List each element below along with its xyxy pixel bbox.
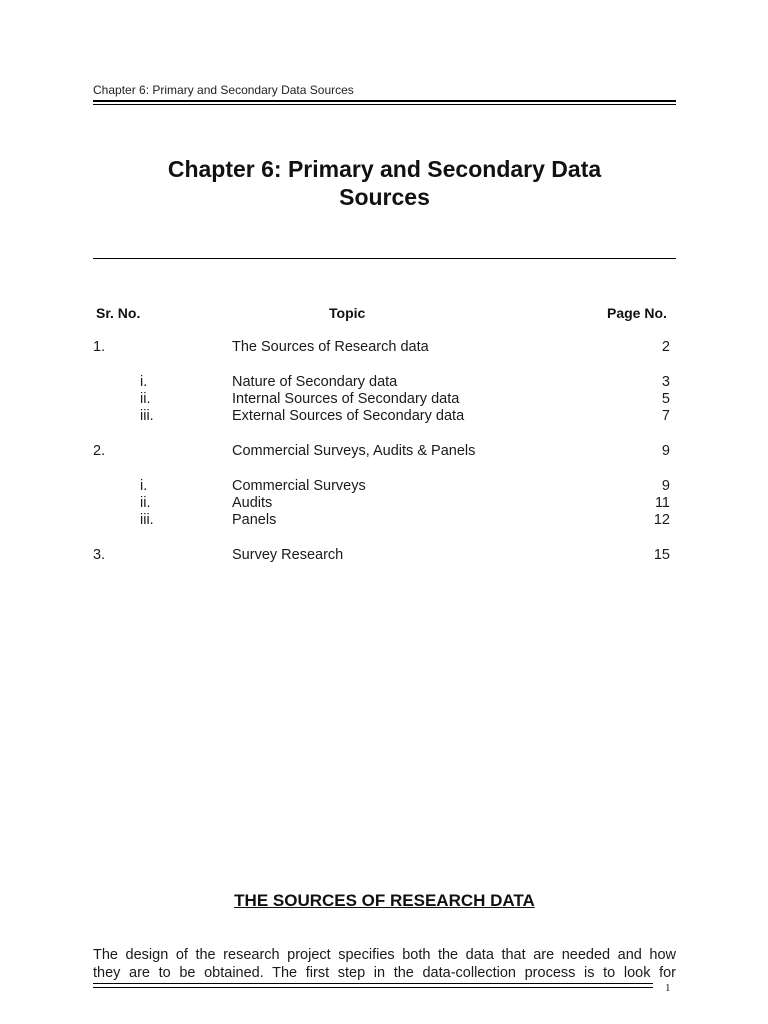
toc-topic: Survey Research xyxy=(232,547,344,563)
chapter-title xyxy=(93,155,676,211)
toc-number: i. xyxy=(140,478,148,494)
toc-row xyxy=(0,391,768,409)
toc-header-srno: Sr. No. xyxy=(96,305,141,321)
toc-page: 11 xyxy=(654,495,670,511)
toc-topic: Panels xyxy=(232,512,277,528)
toc-number: iii. xyxy=(140,408,154,424)
running-header: Chapter 6: Primary and Secondary Data Sources xyxy=(93,83,354,97)
toc-row xyxy=(0,547,768,565)
toc-page: 9 xyxy=(661,478,670,494)
toc-row xyxy=(0,339,768,357)
toc-number: 1. xyxy=(93,339,106,355)
toc-topic: Internal Sources of Secondary data xyxy=(232,391,460,407)
title-rule xyxy=(93,258,676,259)
page-number: 1 xyxy=(665,982,671,994)
footer-rule-second xyxy=(93,987,653,988)
body-paragraph xyxy=(93,946,676,982)
chapter-title-line-1: Chapter 6: Primary and Secondary Data xyxy=(167,156,602,182)
toc-number: i. xyxy=(140,374,148,390)
toc-number: ii. xyxy=(140,391,151,407)
toc-row xyxy=(0,478,768,496)
toc-topic: Commercial Surveys xyxy=(232,478,366,494)
toc-row xyxy=(0,374,768,392)
header-rule-thin xyxy=(93,104,676,105)
toc-topic: External Sources of Secondary data xyxy=(232,408,465,424)
toc-number: iii. xyxy=(140,512,154,528)
toc-row xyxy=(0,443,768,461)
toc-row xyxy=(0,408,768,426)
header-rule xyxy=(93,100,676,102)
toc-page: 15 xyxy=(653,547,670,563)
toc-header-topic: Topic xyxy=(329,305,366,321)
toc-page: 7 xyxy=(661,408,670,424)
toc-number: ii. xyxy=(140,495,151,511)
section-heading: THE SOURCES OF RESEARCH DATA xyxy=(234,891,535,910)
toc-row xyxy=(0,512,768,530)
toc-topic: Commercial Surveys, Audits & Panels xyxy=(232,443,476,459)
toc-number: 2. xyxy=(93,443,106,459)
body-line: The design of the research project specifies both the data that are needed and how xyxy=(93,947,676,963)
toc-topic: Audits xyxy=(232,495,273,511)
chapter-title-line-2: Sources xyxy=(339,184,430,210)
toc-number: 3. xyxy=(93,547,106,563)
toc-page: 3 xyxy=(661,374,670,390)
footer-rule xyxy=(93,983,653,984)
toc-page: 2 xyxy=(661,339,670,355)
body-line: they are to be obtained. The first step in the data-collection process is to look for xyxy=(93,965,676,981)
toc-row xyxy=(0,495,768,513)
toc-topic: Nature of Secondary data xyxy=(232,374,398,390)
toc-header-page: Page No. xyxy=(607,305,667,321)
toc-page: 9 xyxy=(661,443,670,459)
toc-page: 5 xyxy=(661,391,670,407)
toc-page: 12 xyxy=(653,512,670,528)
toc-topic: The Sources of Research data xyxy=(232,339,429,355)
